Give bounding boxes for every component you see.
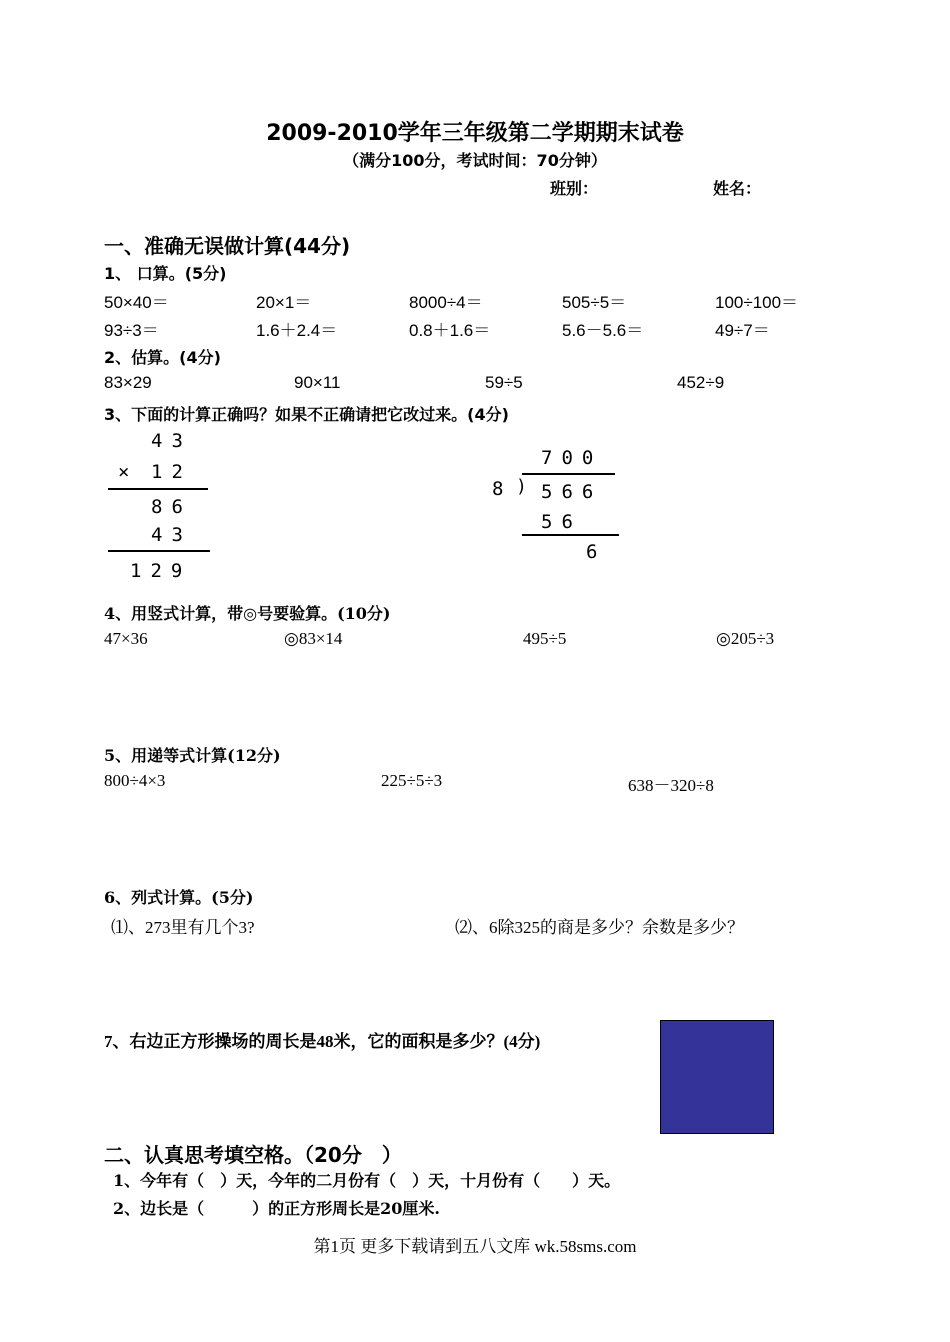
q1-item: 50×40＝ [104,293,169,312]
q4-item: 495÷5 [523,629,567,648]
mult-line [108,488,208,490]
exam-subtitle: （满分100分，考试时间：70分钟） [343,151,607,170]
q5-item: 225÷5÷3 [381,771,443,790]
q5-label: 5、用递等式计算(12分) [104,746,281,765]
q2-item: 452÷9 [677,373,725,392]
mult-partial2: 43 [151,524,192,546]
mult-result: 129 [130,560,192,582]
section1-heading: 一、准确无误做计算(44分) [104,234,351,258]
div-dividend: 566 [541,481,603,503]
mult-line [108,550,210,552]
div-remainder: 6 [586,541,607,563]
div-subtract: 56 [541,511,582,533]
q2-item: 90×11 [294,373,341,392]
q2-item: 59÷5 [485,373,523,392]
mult-operator: × [118,461,130,483]
q2-item: 83×29 [104,373,152,392]
q1-label: 1、 口算。(5分) [104,264,227,283]
q1-item: 5.6－5.6＝ [562,321,644,340]
page-footer: 第1页 更多下载请到五八文库 wk.58sms.com [313,1237,637,1256]
mult-partial1: 86 [151,496,192,518]
q1-item: 49÷7＝ [715,321,770,340]
q7-label: 7、右边正方形操场的周长是48米，它的面积是多少？(4分) [104,1032,541,1051]
q3-label: 3、下面的计算正确吗？如果不正确请把它改过来。(4分) [104,405,509,424]
square-field-illustration [660,1020,774,1134]
q1-item: 0.8＋1.6＝ [409,321,491,340]
q1-item: 20×1＝ [256,293,312,312]
q4-item: ◎83×14 [284,629,343,648]
mult-top: 43 [151,430,192,452]
exam-title: 2009-2010学年三年级第二学期期末试卷 [266,121,684,146]
q1-item: 93÷3＝ [104,321,159,340]
div-line [522,473,615,475]
q5-item: 638－320÷8 [628,776,714,795]
q1-item: 8000÷4＝ [409,293,483,312]
q6-part-a: ⑴、273里有几个3? [111,918,255,937]
mult-second: 12 [151,461,192,483]
q1-item: 1.6＋2.4＝ [256,321,338,340]
section2-heading: 二、认真思考填空格。（20分 ） [104,1143,402,1167]
q4-item: 47×36 [104,629,148,648]
name-label: 姓名： [713,179,762,198]
class-label: 班别： [550,179,599,198]
q6-label: 6、列式计算。(5分) [104,888,254,907]
div-line [522,534,619,536]
div-divisor: 8 [492,478,504,500]
q6-part-b: ⑵、6除325的商是多少？余数是多少？ [455,918,744,937]
div-quotient: 700 [541,447,603,469]
q4-item: ◎205÷3 [716,629,775,648]
s2-q1: 1、今年有（ ）天，今年的二月份有（ ）天，十月份有（ ）天。 [113,1171,621,1190]
div-bracket: ) [516,476,527,497]
q5-item: 800÷4×3 [104,771,166,790]
q4-label: 4、用竖式计算，带◎号要验算。(10分) [104,604,391,623]
q1-item: 100÷100＝ [715,293,799,312]
s2-q2: 2、边长是（ ）的正方形周长是20厘米. [113,1199,440,1218]
q2-label: 2、估算。(4分) [104,348,221,367]
q1-item: 505÷5＝ [562,293,627,312]
